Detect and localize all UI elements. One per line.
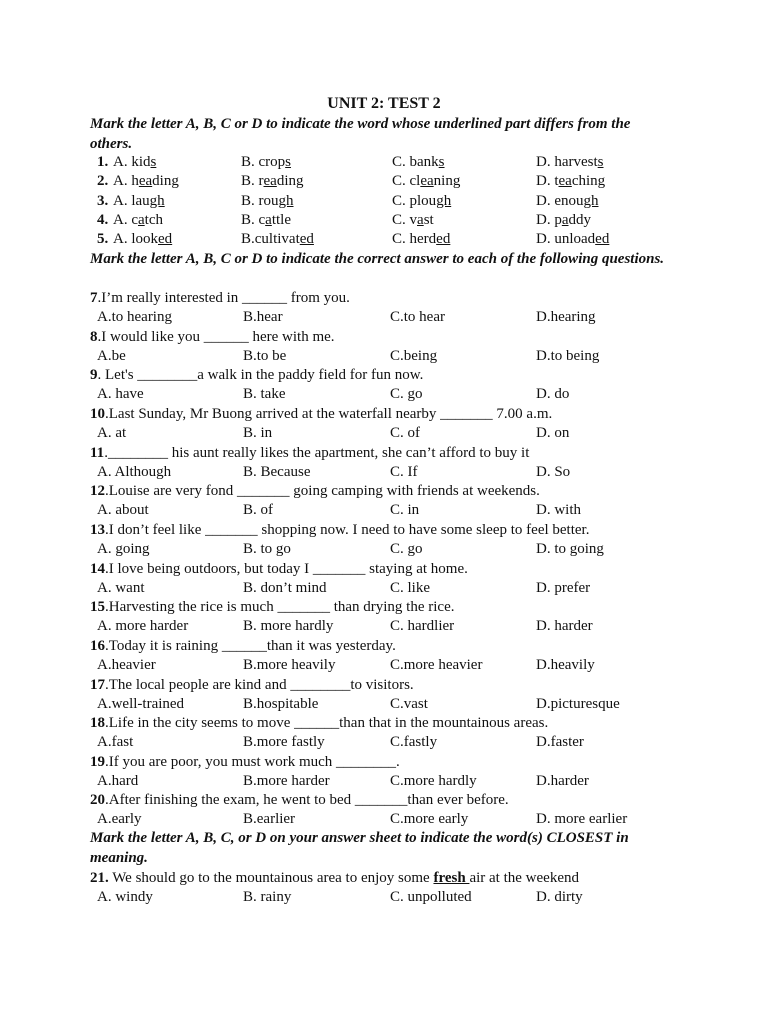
question-text: .Life in the city seems to move ______than that in the mountainous areas. — [105, 715, 549, 731]
question-stem — [90, 289, 350, 308]
underlined-part: a — [138, 212, 145, 228]
question-stem — [90, 753, 400, 772]
answer-option — [536, 153, 604, 172]
answer-option: B.more harder — [243, 773, 330, 789]
answer-option: A. at — [97, 425, 127, 441]
section-instruction: Mark the letter A, B, C, or D on your answer sheet to indicate the word(s) CLOSEST in meaning. — [90, 830, 629, 866]
option-text: ding — [152, 173, 179, 189]
answer-option — [241, 211, 291, 230]
option-text: B.cultivat — [241, 231, 300, 247]
answer-option — [536, 172, 605, 191]
answer-option: B. Because — [243, 464, 311, 480]
question-stem — [90, 444, 529, 463]
underlined-part: ed — [158, 231, 173, 247]
answer-option: B. to go — [243, 541, 291, 557]
answer-option: B.more fastly — [243, 734, 325, 750]
question-number: 17 — [90, 677, 105, 693]
answer-option: A. Although — [97, 464, 172, 480]
question-number: 8 — [90, 329, 98, 345]
question-number: 13 — [90, 522, 105, 538]
page-title: UNIT 2: TEST 2 — [327, 95, 441, 112]
answer-option: B. take — [243, 386, 286, 402]
key-word: fresh — [433, 870, 470, 886]
answer-option — [536, 230, 609, 249]
answer-option: A.heavier — [97, 657, 156, 673]
question-number: 1. — [97, 154, 109, 170]
underlined-part: a — [561, 212, 569, 228]
option-text: ning — [433, 173, 461, 189]
question-stem — [90, 366, 423, 385]
question-text: We should go to the mountainous area to enjoy some — [108, 870, 434, 886]
answer-option — [113, 172, 179, 191]
answer-option: B.more heavily — [243, 657, 336, 673]
underlined-part: ed — [436, 231, 451, 247]
answer-option: A.to hearing — [97, 309, 172, 325]
section-instruction: Mark the letter A, B, C or D to indicate the correct answer to each of the following questions. — [90, 251, 665, 267]
answer-option — [392, 172, 460, 191]
answer-option — [113, 192, 165, 211]
answer-option: A. about — [97, 502, 149, 518]
question-number: 18 — [90, 715, 105, 731]
question-stem — [90, 869, 579, 888]
question-number: 14 — [90, 561, 105, 577]
question-number: 19 — [90, 754, 105, 770]
question-stem — [90, 560, 468, 579]
answer-option: B.hospitable — [243, 696, 319, 712]
question-text: .Harvesting the rice is much _______ than drying the rice. — [105, 599, 455, 615]
option-text: B. c — [241, 212, 266, 228]
question-number: 2. — [97, 173, 109, 189]
option-text: D. enou — [536, 193, 584, 209]
answer-option: C. If — [390, 464, 418, 480]
answer-option: B. of — [243, 502, 273, 518]
answer-option: A. want — [97, 580, 145, 596]
answer-option: D. prefer — [536, 580, 591, 596]
underlined-part: ea — [558, 173, 572, 189]
question-text: .Louise are very fond _______ going camping with friends at weekends. — [105, 483, 540, 499]
answer-option: A.well-trained — [97, 696, 185, 712]
answer-option: A. more harder — [97, 618, 189, 634]
section-instruction: Mark the letter A, B, C or D to indicate the word whose underlined part differs from the others. — [90, 116, 631, 152]
answer-option: D. more earlier — [536, 811, 628, 827]
answer-option — [241, 230, 314, 249]
option-text: A. look — [113, 231, 158, 247]
answer-option: B. don’t mind — [243, 580, 327, 596]
option-text: C. plou — [392, 193, 437, 209]
question-number: 10 — [90, 406, 105, 422]
underlined-part: ea — [263, 173, 277, 189]
option-text: B. crop — [241, 154, 286, 170]
answer-option — [392, 211, 434, 230]
question-text: .The local people are kind and ________to visitors. — [105, 677, 414, 693]
underlined-part: ea — [420, 173, 434, 189]
option-text: st — [423, 212, 434, 228]
answer-option: B.hear — [243, 309, 283, 325]
answer-option: D.to being — [536, 348, 600, 364]
underlined-part: gh — [436, 193, 452, 209]
answer-option: C. unpolluted — [390, 889, 472, 905]
answer-option: A.early — [97, 811, 142, 827]
answer-option: A. have — [97, 386, 144, 402]
underlined-part: gh — [583, 193, 599, 209]
underlined-part: s — [150, 154, 157, 170]
question-stem — [90, 598, 455, 617]
question-stem — [90, 791, 509, 810]
question-text: .After finishing the exam, he went to bed _______than ever before. — [105, 792, 509, 808]
question-text: .________ his aunt really likes the apartment, she can’t afford to buy it — [104, 445, 530, 461]
question-number: 7 — [90, 290, 98, 306]
option-text: ching — [571, 173, 606, 189]
option-text: D. t — [536, 173, 559, 189]
question-text: .I love being outdoors, but today I _______ staying at home. — [105, 561, 468, 577]
question-text: .I’m really interested in ______ from you. — [97, 290, 350, 306]
answer-option: C. go — [390, 541, 423, 557]
answer-option: A.be — [97, 348, 126, 364]
option-text: ding — [276, 173, 304, 189]
answer-option — [536, 211, 591, 230]
answer-option: C.vast — [390, 696, 428, 712]
answer-option: B. in — [243, 425, 273, 441]
underlined-part: a — [417, 212, 424, 228]
question-stem — [90, 405, 552, 424]
underlined-part: a — [265, 212, 272, 228]
underlined-part: gh — [149, 193, 165, 209]
answer-option: C.to hear — [390, 309, 445, 325]
option-text: C. bank — [392, 154, 439, 170]
question-number: 21. — [90, 870, 109, 886]
answer-option: C. of — [390, 425, 420, 441]
answer-option: C. hardlier — [390, 618, 455, 634]
question-text: .I would like you ______ here with me. — [97, 329, 335, 345]
answer-option: D. with — [536, 502, 581, 518]
question-number: 20 — [90, 792, 105, 808]
question-text: . Let's ________a walk in the paddy field for fun now. — [97, 367, 424, 383]
option-text: A. kid — [113, 154, 151, 170]
answer-option: B. rainy — [243, 889, 292, 905]
answer-option — [113, 211, 163, 230]
answer-option: A. going — [97, 541, 150, 557]
answer-option — [241, 172, 304, 191]
option-text: D. harvest — [536, 154, 598, 170]
question-text: .Today it is raining ______than it was yesterday. — [105, 638, 396, 654]
answer-option: D. on — [536, 425, 570, 441]
question-number: 3. — [97, 193, 109, 209]
option-text: C. v — [392, 212, 418, 228]
answer-option — [536, 192, 599, 211]
answer-option: C. in — [390, 502, 420, 518]
question-text: air at the weekend — [469, 870, 579, 886]
answer-option: C.being — [390, 348, 438, 364]
underlined-part: s — [285, 154, 292, 170]
underlined-part: ed — [299, 231, 314, 247]
answer-option: D.harder — [536, 773, 589, 789]
answer-option: C.more early — [390, 811, 469, 827]
question-number: 16 — [90, 638, 105, 654]
answer-option — [392, 230, 450, 249]
underlined-part: gh — [278, 193, 294, 209]
answer-option: C.more heavier — [390, 657, 483, 673]
question-number: 4. — [97, 212, 109, 228]
option-text: B. rou — [241, 193, 279, 209]
answer-option: A. windy — [97, 889, 153, 905]
answer-option: D. to going — [536, 541, 604, 557]
answer-option: C.fastly — [390, 734, 438, 750]
underlined-part: ed — [595, 231, 610, 247]
question-stem — [90, 482, 540, 501]
answer-option: D. harder — [536, 618, 593, 634]
answer-option: B.earlier — [243, 811, 296, 827]
option-text: A. h — [113, 173, 139, 189]
question-number: 5. — [97, 231, 109, 247]
option-text: ddy — [568, 212, 592, 228]
question-number: 15 — [90, 599, 105, 615]
option-text: A. lau — [113, 193, 150, 209]
question-text: .Last Sunday, Mr Buong arrived at the waterfall nearby _______ 7.00 a.m. — [105, 406, 553, 422]
answer-option: D. So — [536, 464, 571, 480]
question-stem — [90, 637, 396, 656]
question-number: 12 — [90, 483, 105, 499]
answer-option — [392, 153, 445, 172]
answer-option: C. like — [390, 580, 430, 596]
answer-option — [241, 153, 291, 172]
answer-option: C.more hardly — [390, 773, 477, 789]
answer-option: B. more hardly — [243, 618, 334, 634]
question-stem — [90, 521, 589, 540]
answer-option — [241, 192, 294, 211]
option-text: tch — [144, 212, 163, 228]
option-text: D. unload — [536, 231, 596, 247]
underlined-part: s — [438, 154, 445, 170]
answer-option: A.fast — [97, 734, 134, 750]
answer-option: C. go — [390, 386, 423, 402]
option-text: ttle — [271, 212, 292, 228]
underlined-part: s — [597, 154, 604, 170]
question-stem — [90, 714, 548, 733]
option-text: D. p — [536, 212, 562, 228]
question-stem — [90, 328, 335, 347]
question-number: 11 — [90, 445, 105, 461]
answer-option — [113, 153, 156, 172]
answer-option: A.hard — [97, 773, 139, 789]
option-text: C. herd — [392, 231, 437, 247]
answer-option: B.to be — [243, 348, 287, 364]
answer-option — [392, 192, 451, 211]
underlined-part: ea — [138, 173, 153, 189]
answer-option: D.picturesque — [536, 696, 620, 712]
question-number: 9 — [90, 367, 98, 383]
answer-option: D. dirty — [536, 889, 583, 905]
option-text: C. cl — [392, 173, 421, 189]
answer-option: D.hearing — [536, 309, 596, 325]
answer-option: D.faster — [536, 734, 584, 750]
option-text: A. c — [113, 212, 138, 228]
answer-option — [113, 230, 172, 249]
answer-option: D. do — [536, 386, 570, 402]
option-text: B. r — [241, 173, 264, 189]
question-stem — [90, 676, 414, 695]
question-text: .If you are poor, you must work much ________. — [105, 754, 400, 770]
question-text: .I don’t feel like _______ shopping now. I need to have some sleep to feel better. — [105, 522, 590, 538]
answer-option: D.heavily — [536, 657, 595, 673]
